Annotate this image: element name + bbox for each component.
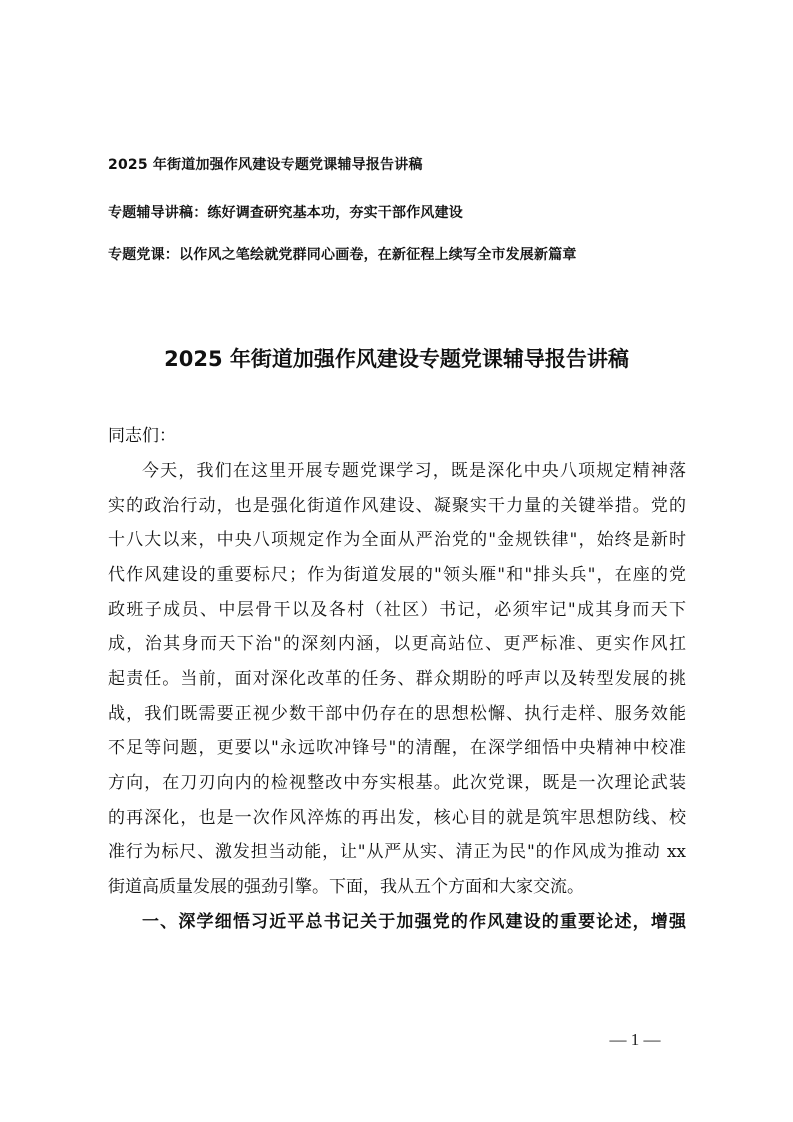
page-number: — 1 —	[609, 1030, 661, 1049]
body-line: 起责任。当前，面对深化改革的任务、群众期盼的呼声以及转型发展的挑	[108, 669, 686, 689]
header-line-subtitle-2: 专题党课：以作风之笔绘就党群同心画卷，在新征程上续写全市发展新篇章	[108, 247, 577, 263]
body-line: 的再深化，也是一次作风淬炼的再出发，核心目的就是筑牢思想防线、校	[108, 808, 686, 828]
body-line: 政班子成员、中层骨干以及各村（社区）书记，必须牢记"成其身而天下	[108, 600, 686, 620]
document-title: 2025 年街道加强作风建设专题党课辅导报告讲稿	[164, 347, 629, 371]
header-line-title: 2025 年街道加强作风建设专题党课辅导报告讲稿	[108, 157, 423, 173]
body-line: 方向，在刀刃向内的检视整改中夯实根基。此次党课，既是一次理论武装	[108, 773, 686, 793]
body-line: 成，治其身而天下治"的深刻内涵，以更高站位、更严标准、更实作风扛	[108, 634, 686, 654]
body-line: 实的政治行动，也是强化街道作风建设、凝聚实干力量的关键举措。党的	[108, 496, 686, 516]
body-line: 准行为标尺、激发担当动能，让"从严从实、清正为民"的作风成为推动 xx	[108, 842, 686, 862]
body-line: 今天，我们在这里开展专题党课学习，既是深化中央八项规定精神落	[142, 461, 686, 481]
body-line: 代作风建设的重要标尺；作为街道发展的"领头雁"和"排头兵"，在座的党	[108, 565, 686, 585]
body-line: 战，我们既需要正视少数干部中仍存在的思想松懈、执行走样、服务效能	[108, 704, 686, 724]
body-line: 不足等问题，更要以"永远吹冲锋号"的清醒，在深学细悟中央精神中校准	[108, 738, 686, 758]
salutation: 同志们：	[108, 426, 176, 446]
body-line: 街道高质量发展的强劲引擎。下面，我从五个方面和大家交流。	[108, 877, 584, 897]
header-line-subtitle-1: 专题辅导讲稿：练好调查研究基本功，夯实干部作风建设	[108, 205, 463, 221]
section-heading: 一、深学细悟习近平总书记关于加强党的作风建设的重要论述，增强	[142, 912, 686, 932]
body-line: 十八大以来，中央八项规定作为全面从严治党的"金规铁律"，始终是新时	[108, 530, 686, 550]
